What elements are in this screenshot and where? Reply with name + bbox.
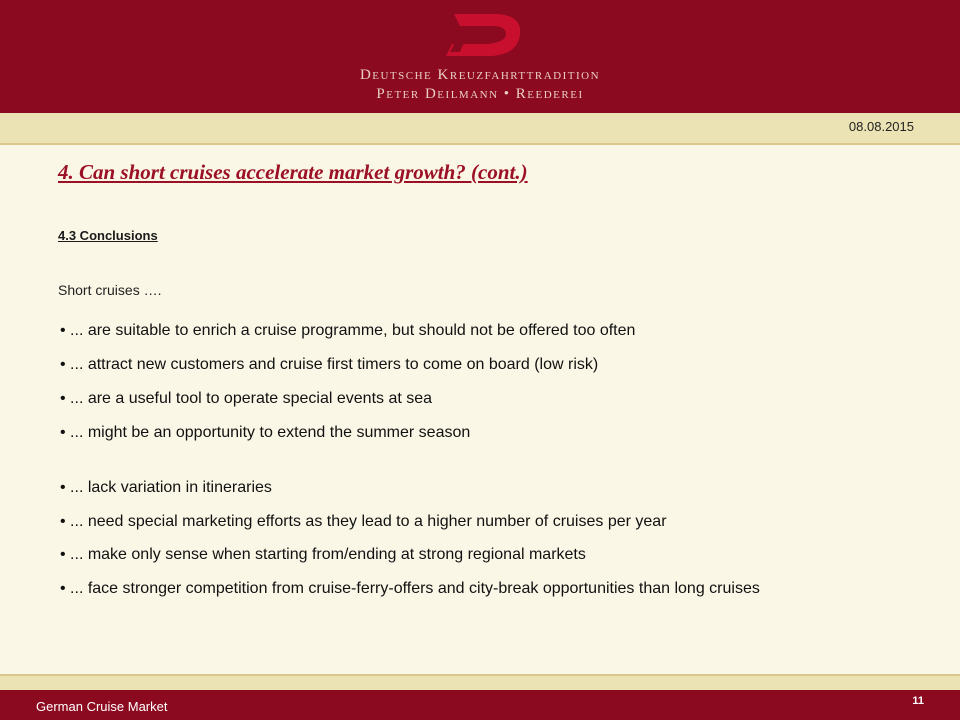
intro-text: Short cruises …. — [58, 282, 162, 298]
header-divider — [0, 143, 960, 145]
deilmann-logo-icon — [436, 8, 526, 60]
list-item: • ... are a useful tool to operate special events at sea — [60, 390, 433, 407]
section-subtitle: 4.3 Conclusions — [58, 228, 158, 243]
list-item: • ... attract new customers and cruise first timers to come on board (low risk) — [60, 356, 599, 373]
bullet-list-advantages — [60, 321, 850, 457]
brand-line-1: Deutsche Kreuzfahrttradition — [359, 67, 601, 83]
header-bar — [0, 0, 960, 113]
footer-label: German Cruise Market — [36, 699, 168, 714]
list-item: • ... face stronger competition from cruise-ferry-offers and city-break opportunities than long cruises — [60, 579, 760, 597]
page-number: 11 — [912, 695, 924, 707]
header-band — [0, 113, 960, 143]
list-item: • ... might be an opportunity to extend the summer season — [60, 424, 471, 441]
list-item: • ... are suitable to enrich a cruise programme, but should not be offered too often — [60, 322, 636, 339]
list-item: • ... make only sense when starting from/ending at strong regional markets — [60, 546, 586, 563]
list-item: • ... lack variation in itineraries — [60, 479, 272, 496]
slide-date: 08.08.2015 — [848, 119, 914, 134]
footer-band — [0, 676, 960, 690]
list-item: • ... need special marketing efforts as they lead to a higher number of cruises per year — [60, 512, 667, 530]
brand-name — [0, 66, 960, 104]
slide-title: 4. Can short cruises accelerate market growth? (cont.) — [58, 160, 528, 184]
footer-bar — [0, 690, 960, 720]
brand-line-2: Peter Deilmann • Reederei — [376, 86, 584, 102]
bullet-list-drawbacks — [60, 478, 850, 612]
